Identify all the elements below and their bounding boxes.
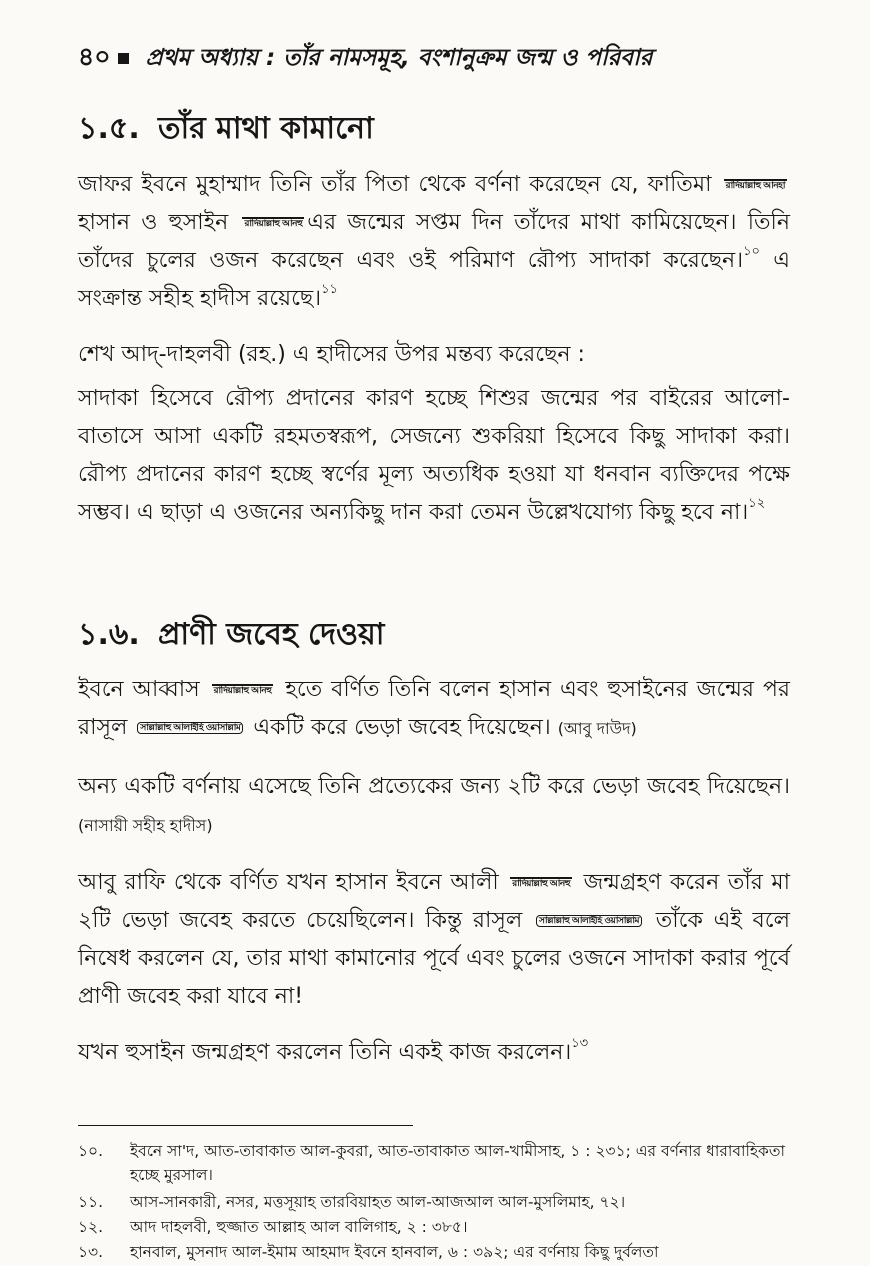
footnote-ref: ১০ — [743, 244, 760, 259]
footnote-divider — [78, 1125, 413, 1126]
section-heading — [78, 610, 384, 661]
paragraph: যখন হুসাইন জন্মগ্রহণ করলেন তিনি একই কাজ করলেন।$^{১৩}$ — [78, 1036, 589, 1065]
honorific-mark: সাল্লাল্লাহু আলাইহি ওয়াসাল্লাম — [137, 722, 243, 734]
honorific-mark: রাদিয়াল্লাহু আনহু — [213, 686, 272, 696]
footnote-number: ১২. — [78, 1218, 104, 1236]
section-number: ১.৬. — [78, 617, 140, 652]
reference: (আবু দাউদ) — [557, 719, 637, 738]
paragraph: ইবনে আব্বাস রাদিয়াল্লাহু আনহু হতে বর্ণিত তিনি বলেন হাসান এবং হুসাইনের জন্মের পর রাসূল সাল্লাল্লাহু আলাইহি ওয়াসাল্লাম একটি করে ভেড়া জবেহ দিয়েছেন। (আবু দাউদ) — [78, 677, 790, 740]
footnote — [78, 1190, 798, 1214]
reference: (নাসায়ী সহীহ হাদীস) — [78, 816, 213, 835]
paragraph: আবু রাফি থেকে বর্ণিত যখন হাসান ইবনে আলী রাদিয়াল্লাহু আনহু জন্মগ্রহণ করেন তাঁর মা ২টি ভেড়া জবেহ করতে চেয়েছিলেন। কিন্তু রাসূল সাল্লাল্লাহু আলাইহি ওয়াসাল্লাম তাঁকে এই বলে নিষেধ করলেন যে, তার মাথা কামানোর পূর্বে এবং চুলের ওজনে সাদাকা করার পূর্বে প্রাণী জবেহ করা যাবে না! — [78, 870, 790, 1009]
footnote — [78, 1139, 798, 1187]
section-title: তাঁর মাথা কামানো — [158, 111, 374, 146]
honorific-mark: রাদিয়াল্লাহু আনহা — [725, 181, 785, 191]
honorific-mark: রাদিয়াল্লাহু আনহু — [244, 219, 303, 229]
footnote-ref: ১৩ — [571, 1036, 589, 1051]
section-number: ১.৫. — [78, 111, 140, 146]
block-quote: সাদাকা হিসেবে রৌপ্য প্রদানের কারণ হচ্ছে শিশুর জন্মের পর বাইরের আলো-বাতাসে আসা একটি রহমতস্বরূপ, সেজন্যে শুকরিয়া হিসেবে কিছু সাদাকা করা। রৌপ্য প্রদানের কারণ হচ্ছে স্বর্ণের মূল্য অত্যধিক হওয়া যা ধনবান ব্যক্তিদের পক্ষে সম্ভব। এ ছাড়া এ ওজনের অন্যকিছু দান করা তেমন উল্লেখযোগ্য কিছু হবে না।$^{১২}$ — [78, 386, 790, 525]
section-heading — [78, 104, 374, 155]
honorific-mark: রাদিয়াল্লাহু আনহু — [512, 879, 571, 889]
paragraph: অন্য একটি বর্ণনায় এসেছে তিনি প্রত্যেকের জন্য ২টি করে ভেড়া জবেহ দিয়েছেন। (নাসায়ী সহীহ হাদীস) — [78, 774, 790, 835]
footnote-ref: ১১ — [321, 282, 338, 297]
running-head: প্রথম অধ্যায় : তাঁর নামসমূহ, বংশানুক্রম জন্ম ও পরিবার — [145, 44, 653, 71]
footnote-text: ইবনে সা'দ, আত-তাবাকাত আল-কুবরা, আত-তাবাকাত আল-খামীসাহ, ১ : ২৩১; এর বর্ণনার ধারাবাহিকতা হচ্ছে মুরসাল। — [130, 1142, 786, 1184]
section-title: প্রাণী জবেহ দেওয়া — [158, 617, 385, 652]
footnote — [78, 1215, 798, 1239]
footnote-text: হানবাল, মুসনাদ আল-ইমাম আহমাদ ইবনে হানবাল, ৬ : ৩৯২; এর বর্ণনায় কিছু দুর্বলতা — [130, 1243, 659, 1261]
page-number: ৪০ — [78, 41, 111, 71]
page-header — [78, 38, 798, 78]
footnote-text: আস-সানকারী, নসর, মত্তসূয়াহ তারবিয়াহত আল-আজআল আল-মুসলিমাহ, ৭২। — [130, 1193, 626, 1211]
square-bullet-icon — [118, 53, 129, 64]
paragraph: জাফর ইবনে মুহাম্মাদ তিনি তাঁর পিতা থেকে বর্ণনা করেছেন যে, ফাতিমা রাদিয়াল্লাহু আনহা হাসান ও হুসাইন রাদিয়াল্লাহু আনহু এর জন্মের সপ্তম দিন তাঁদের মাথা কামিয়েছেন। তিনি তাঁদের চুলের ওজন করেছেন এবং ওই পরিমাণ রৌপ্য সাদাকা করেছেন।$^{১০}$ এ সংক্রান্ত সহীহ হাদীস রয়েছে।$^{১১}$ — [78, 172, 790, 311]
footnote-number: ১১. — [78, 1193, 104, 1211]
footnote-ref: ১২ — [748, 496, 766, 511]
footnote-number: ১৩. — [78, 1243, 104, 1261]
footnote — [78, 1240, 798, 1264]
honorific-mark: সাল্লাল্লাহু আলাইহি ওয়াসাল্লাম — [536, 915, 642, 927]
footnote-number: ১০. — [78, 1142, 104, 1160]
footnote-text: আদ দাহলবী, হুজ্জাত আল্লাহ আল বালিগাহ, ২ : ৩৮৫। — [130, 1218, 468, 1236]
paragraph: শেখ আদ্‌-দাহলবী (রহ.) এ হাদীসের উপর মন্তব্য করেছেন : — [78, 342, 585, 367]
